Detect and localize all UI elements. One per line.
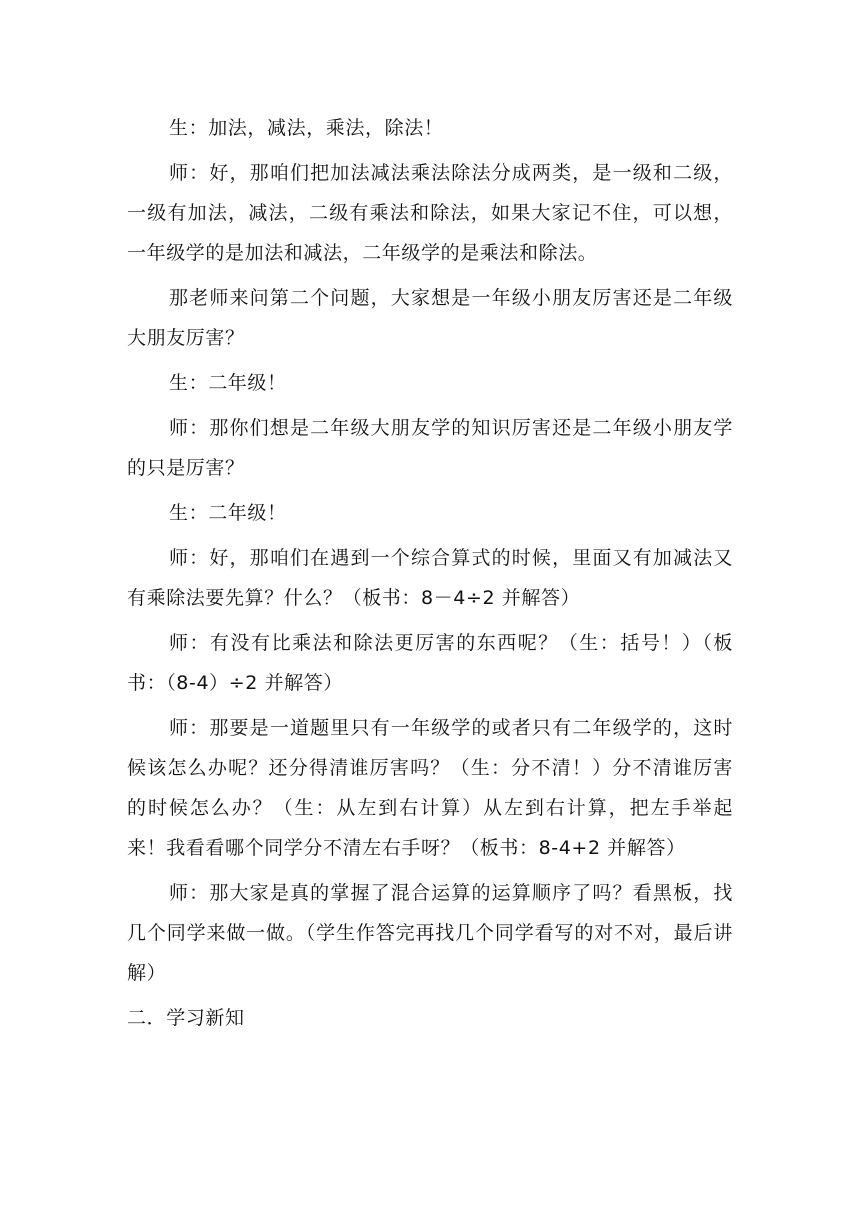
document-body (127, 108, 733, 1043)
paragraph-student-answer-operations: 生：加法，减法，乘法，除法！ (169, 117, 444, 139)
section-heading-new-knowledge: 二．学习新知 (127, 1007, 245, 1029)
paragraph-teacher-practice: 师：那大家是真的掌握了混合运算的运算顺序了吗？看黑板，找几个同学来做一做。（学生作答完再找几个同学看写的对不对，最后讲解） (127, 882, 733, 984)
paragraph-student-second-grade-1: 生：二年级！ (169, 372, 287, 394)
paragraph-teacher-knowledge: 师：那你们想是二年级大朋友学的知识厉害还是二年级小朋友学的只是厉害？ (127, 417, 733, 479)
paragraph-teacher-mixed-expression: 师：好，那咱们在遇到一个综合算式的时候，里面又有加减法又有乘除法要先算？什么？（板书：8－4÷2 并解答） (127, 547, 733, 609)
paragraph-second-question: 那老师来问第二个问题，大家想是一年级小朋友厉害还是二年级大朋友厉害？ (127, 287, 733, 349)
paragraph-student-second-grade-2: 生：二年级！ (169, 502, 287, 524)
paragraph-teacher-brackets: 师：有没有比乘法和除法更厉害的东西呢？（生：括号！）（板书：（8-4）÷2 并解答） (127, 632, 733, 694)
paragraph-teacher-two-levels: 师：好，那咱们把加法减法乘法除法分成两类，是一级和二级，一级有加法，减法，二级有乘法和除法，如果大家记不住，可以想，一年级学的是加法和减法，二年级学的是乘法和除法。 (127, 162, 733, 264)
paragraph-teacher-left-to-right: 师：那要是一道题里只有一年级学的或者只有二年级学的，这时候该怎么办呢？还分得清谁厉害吗？（生：分不清！）分不清谁厉害的时候怎么办？（生：从左到右计算）从左到右计算，把左手举起来！我看看哪个同学分不清左右手呀？（板书：8-4+2 并解答） (127, 717, 733, 859)
